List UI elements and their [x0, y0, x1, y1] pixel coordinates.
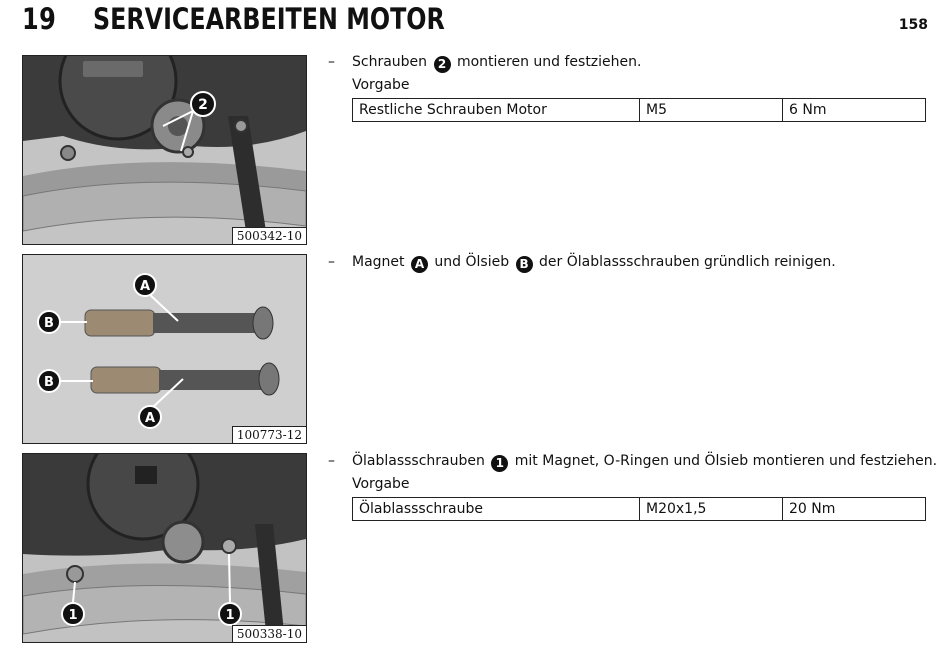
step-dash: – [328, 254, 335, 270]
callout-b: B [44, 316, 54, 331]
figure-drain-plugs [22, 254, 307, 444]
table-row [353, 99, 926, 122]
callout-badge-2: 2 [434, 56, 451, 73]
spec-item: Restliche Schrauben Motor [353, 99, 640, 122]
spec-table [352, 98, 926, 122]
chapter-title: SERVICEARBEITEN MOTOR [93, 2, 445, 36]
spec-table [352, 497, 926, 521]
spec-torque: 20 Nm [783, 498, 926, 521]
step-mount-drain-plugs: – Ölablassschrauben 1 mit Magnet, O-Ringen und Ölsieb montieren und festziehen. [328, 453, 938, 470]
callout-badge-1: 1 [491, 455, 508, 472]
spec-label: Vorgabe [352, 77, 410, 93]
step-dash: – [328, 453, 335, 469]
spec-thread: M5 [640, 99, 783, 122]
drain-plug-photo-illustration [23, 255, 306, 443]
page-header [0, 0, 950, 44]
callout-a: A [139, 279, 151, 294]
callout-b: B [44, 375, 54, 390]
table-row [353, 498, 926, 521]
callout-1: 1 [225, 608, 235, 623]
callout-badge-b: B [516, 256, 533, 273]
spec-item: Ölablassschraube [353, 498, 640, 521]
step-mount-screws: – Schrauben 2 montieren und festziehen. [328, 54, 642, 71]
figure-code: 500338-10 [232, 625, 306, 642]
figure-drain-plugs-installed [22, 453, 307, 643]
spec-thread: M20x1,5 [640, 498, 783, 521]
step-clean-magnet-strainer: – Magnet A und Ölsieb B der Ölablassschrauben gründlich reinigen. [328, 254, 836, 271]
chapter-number: 19 [22, 2, 57, 36]
engine-photo-illustration [23, 56, 306, 244]
callout-badge-a: A [411, 256, 428, 273]
callout-2: 2 [198, 97, 208, 113]
spec-label: Vorgabe [352, 476, 410, 492]
spec-torque: 6 Nm [783, 99, 926, 122]
figure-code: 100773-12 [232, 426, 306, 443]
page-number: 158 [898, 17, 928, 33]
callout-a: A [144, 411, 156, 426]
figure-engine-screws [22, 55, 307, 245]
callout-1: 1 [68, 608, 78, 623]
step-dash: – [328, 54, 335, 70]
engine-bottom-photo-illustration [23, 454, 306, 642]
figure-code: 500342-10 [232, 227, 306, 244]
